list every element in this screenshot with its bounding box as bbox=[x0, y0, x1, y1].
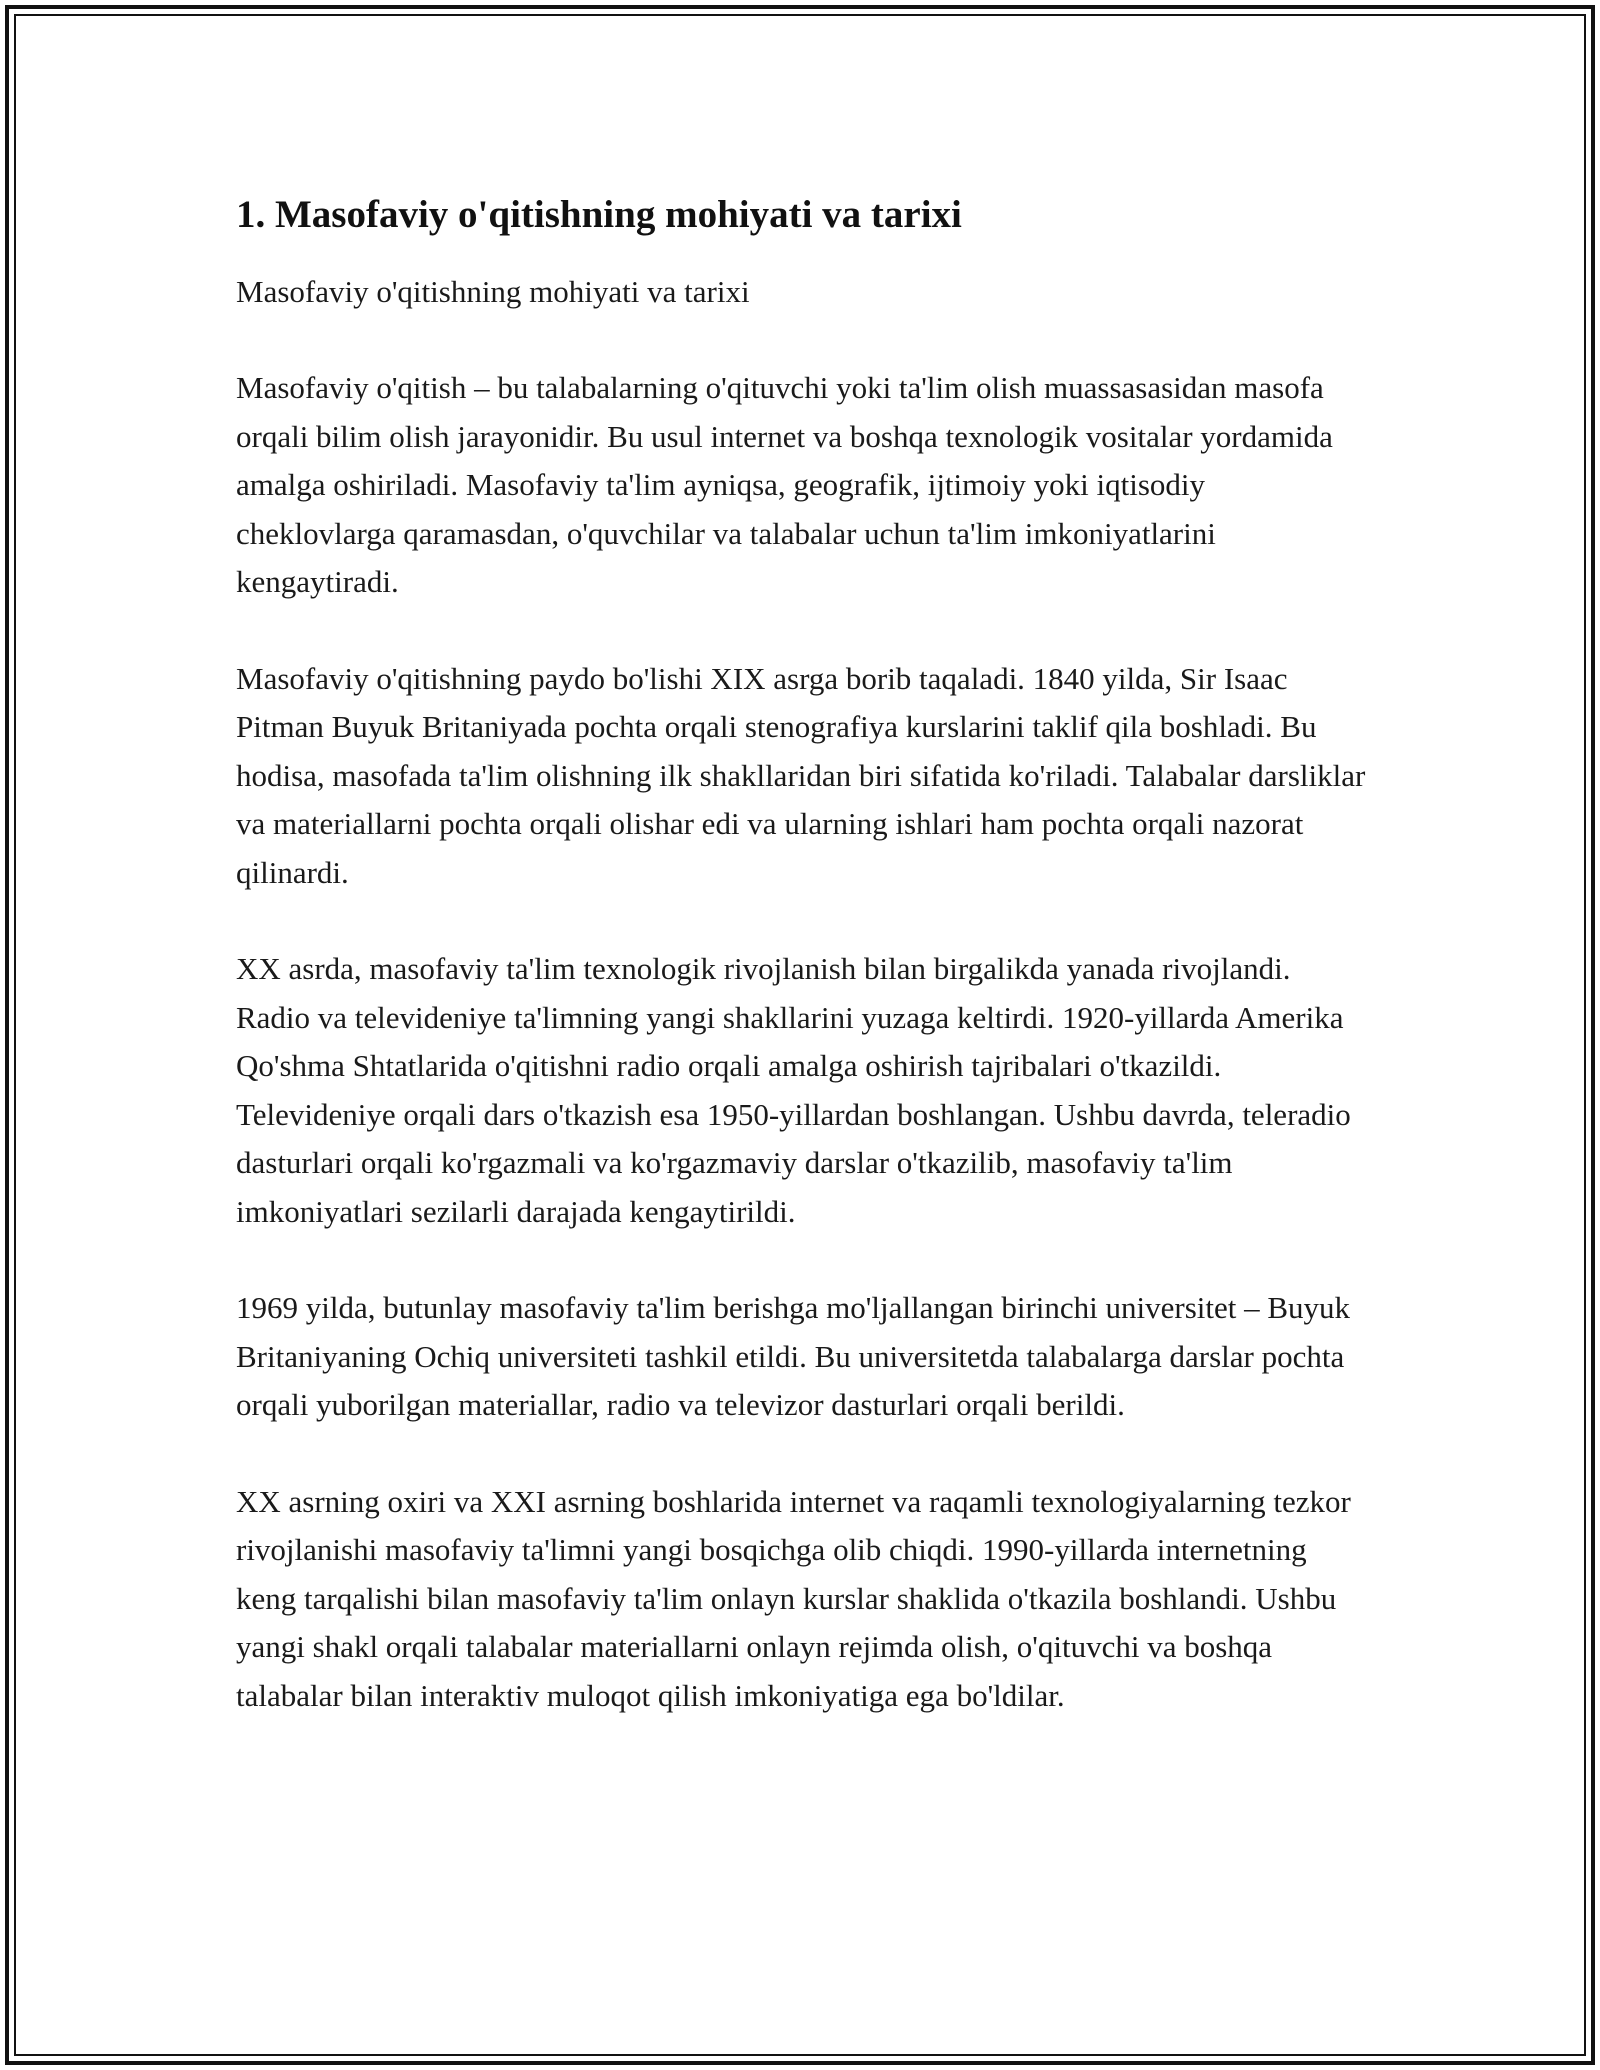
paragraph-origins: Masofaviy o'qitishning paydo bo'lishi XIX asrga borib taqaladi. 1840 yilda, Sir Isaac Pitman Buyuk Britaniyada pochta orqali stenografiya kurslarini taklif qila boshladi. Bu hodisa, masofada ta'lim olishning ilk shakllaridan biri sifatida ko'riladi. Talabalar darsliklar va materiallarni pochta orqali olishar edi va ularning ishlari ham pochta orqali nazorat qilinardi. bbox=[236, 660, 1366, 890]
paragraph-20th-century: XX asrda, masofaviy ta'lim texnologik rivojlanish bilan birgalikda yanada rivojlandi. Radio va televideniye ta'limning yangi shakllarini yuzaga keltirdi. 1920-yillarda Amerika Qo'shma Shtatlarida o'qitishni radio orqali amalga oshirish tajribalari o'tkazildi. Televideniye orqali dars o'tkazish esa 1950-yillardan boshlangan. Ushbu davrda, teleradio dasturlari orqali ko'rgazmali va ko'rgazmaviy darslar o'tkazilib, masofaviy ta'lim imkoniyatlari sezilarli darajada kengaytirildi. bbox=[236, 951, 1351, 1229]
document-subtitle: Masofaviy o'qitishning mohiyati va tarixi bbox=[236, 274, 750, 309]
document-title: 1. Masofaviy o'qitishning mohiyati va tarixi bbox=[236, 193, 962, 236]
paragraph-internet-era: XX asrning oxiri va XXI asrning boshlarida internet va raqamli texnologiyalarning tezkor rivojlanishi masofaviy ta'limni yangi bosqichga olib chiqdi. 1990-yillarda internetning keng tarqalishi bilan masofaviy ta'lim onlayn kurslar shaklida o'tkazila boshlandi. Ushbu yangi shakl orqali talabalar materiallarni onlayn rejimda olish, o'qituvchi va boshqa talabalar bilan interaktiv muloqot qilish imkoniyatiga ega bo'ldilar. bbox=[236, 1483, 1351, 1713]
paragraph-open-university: 1969 yilda, butunlay masofaviy ta'lim berishga mo'ljallangan birinchi universitet – Buyuk Britaniyaning Ochiq universiteti tashkil etildi. Bu universitetda talabalarga darslar pochta orqali yuborilgan materiallar, radio va televizor dasturlari orqali berildi. bbox=[236, 1290, 1351, 1422]
document-body bbox=[236, 186, 1366, 1768]
paragraph-definition: Masofaviy o'qitish – bu talabalarning o'qituvchi yoki ta'lim olish muassasasidan masofa orqali bilim olish jarayonidir. Bu usul internet va boshqa texnologik vositalar yordamida amalga oshiriladi. Masofaviy ta'lim ayniqsa, geografik, ijtimoiy yoki iqtisodiy cheklovlarga qaramasdan, o'quvchilar va talabalar uchun ta'lim imkoniyatlarini kengaytiradi. bbox=[236, 370, 1333, 599]
